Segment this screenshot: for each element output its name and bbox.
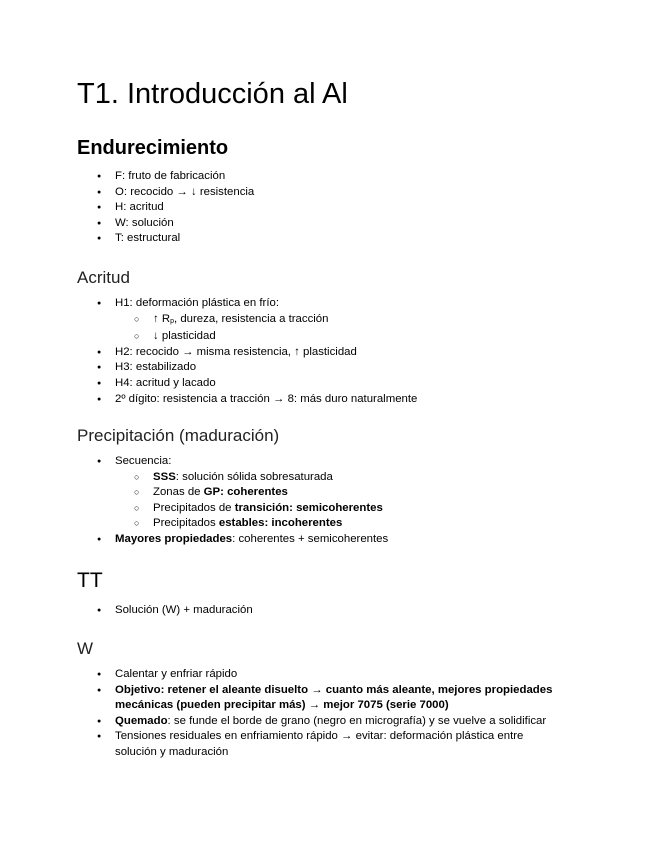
subitem-text: Zonas de — [153, 486, 204, 499]
list-w — [77, 667, 577, 761]
list-item: ● W: solución — [77, 216, 577, 232]
list-item: ● T: estructural — [77, 231, 577, 247]
list-item: ● H2: recocido → misma resistencia, ↑ plasticidad — [77, 345, 577, 361]
heading-acritud: Acritud — [77, 268, 130, 287]
list-item: ● F: fruto de fabricación — [77, 169, 577, 185]
bold-text: Mayores propiedades — [115, 532, 233, 545]
heading-endurecimiento: Endurecimiento — [77, 137, 229, 159]
bold-text: Objetivo: retener el aleante disuelto → cuanto más aleante, mejores propiedades — [115, 683, 553, 696]
list-item — [77, 532, 577, 548]
bold-text: Quemado — [115, 714, 168, 727]
bold-text: GP: coherentes — [203, 486, 288, 499]
list-subitem — [77, 516, 577, 532]
list-item: ● Secuencia: — [77, 454, 577, 470]
list-subitem — [77, 485, 577, 501]
item-text: Tensiones residuales en enfriamiento rápido → evitar: deformación plástica entre — [115, 730, 524, 743]
list-item — [77, 683, 577, 714]
list-endurecimiento — [77, 169, 577, 247]
list-subitem — [77, 312, 577, 330]
list-item: ● H3: estabilizado — [77, 360, 577, 376]
subitem-text: ↑ R — [153, 312, 171, 325]
list-item — [77, 729, 577, 760]
bold-text: transición: semicoherentes — [234, 501, 383, 514]
list-item: ● 2º dígito: resistencia a tracción → 8: más duro naturalmente — [77, 392, 577, 408]
list-item: ● H4: acritud y lacado — [77, 376, 577, 392]
item-text: : se funde el borde de grano (negro en micrografía) y se vuelve a solidificar — [167, 714, 547, 727]
list-subitem — [77, 470, 577, 486]
bold-text: mecánicas (pueden precipitar más) → mejor 7075 (serie 7000) — [115, 699, 449, 712]
bold-text: SSS — [153, 470, 176, 483]
list-item: ● H1: deformación plástica en frío: — [77, 296, 577, 312]
list-item: ● H: acritud — [77, 200, 577, 216]
list-subitem — [77, 501, 577, 517]
bold-text: estables: incoherentes — [218, 517, 343, 530]
list-item: ● Solución (W) + maduración — [77, 603, 577, 619]
heading-precipitacion: Precipitación (maduración) — [77, 426, 280, 445]
document-title: T1. Introducción al Al — [77, 78, 348, 110]
item-text: : coherentes + semicoherentes — [232, 532, 389, 545]
list-item: ● Calentar y enfriar rápido — [77, 667, 577, 683]
list-subitem: ○ ↓ plasticidad — [77, 329, 577, 345]
heading-tt: TT — [77, 569, 103, 592]
subscript-text: p — [170, 317, 174, 325]
heading-w: W — [77, 639, 94, 658]
subitem-text: Precipitados de — [153, 501, 235, 514]
list-item: ● O: recocido → ↓ resistencia — [77, 185, 577, 201]
list-item — [77, 714, 577, 730]
subitem-text: , dureza, resistencia a tracción — [174, 312, 329, 325]
subitem-text: : solución sólida sobresaturada — [175, 470, 333, 483]
item-text: solución y maduración — [115, 745, 229, 758]
list-acritud — [77, 296, 577, 407]
list-tt — [77, 603, 577, 619]
list-precipitacion — [77, 454, 577, 548]
subitem-text: Precipitados — [153, 517, 219, 530]
